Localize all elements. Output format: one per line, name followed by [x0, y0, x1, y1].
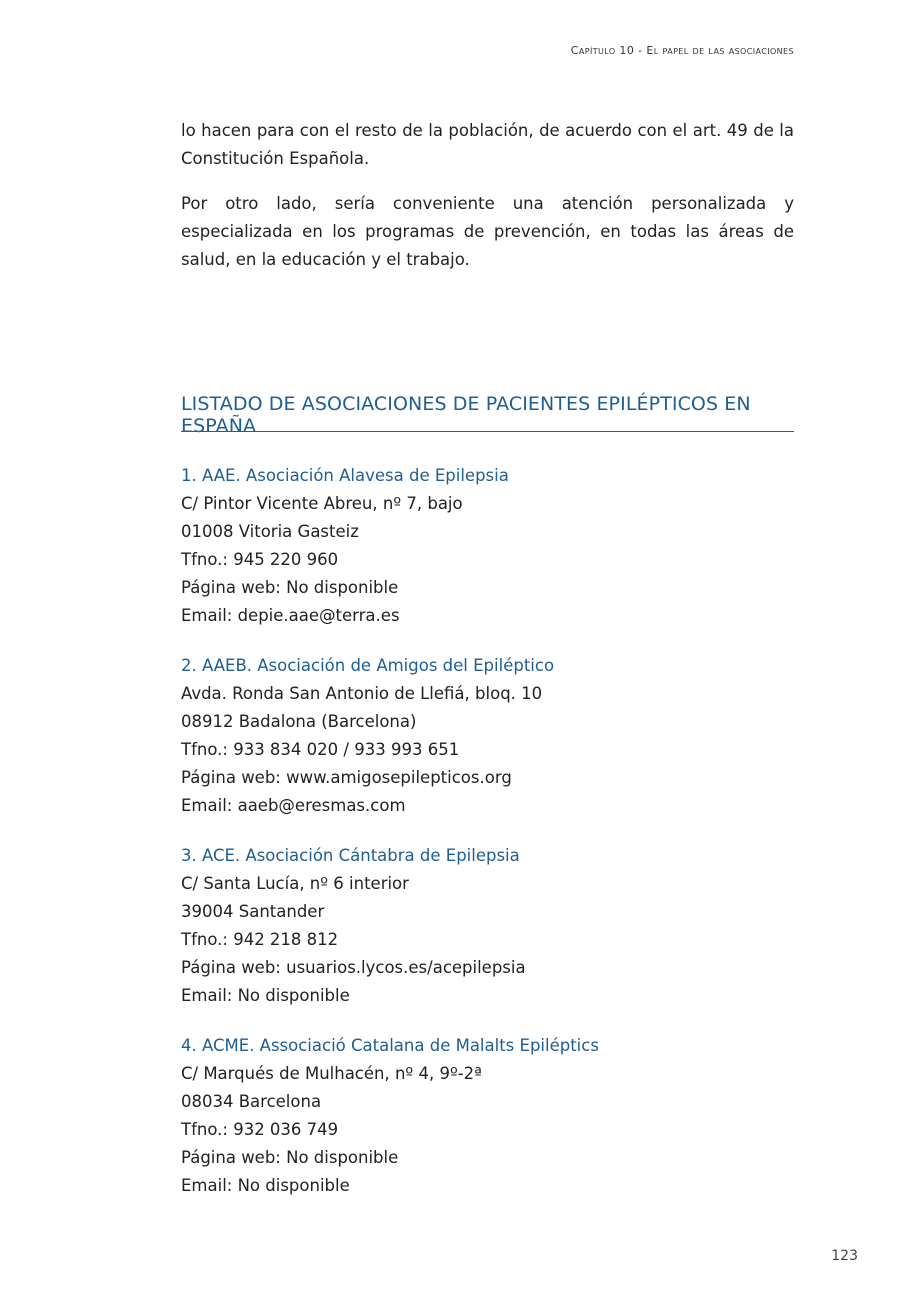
association-email: Email: depie.aae@terra.es [181, 606, 400, 625]
association-address: C/ Marqués de Mulhacén, nº 4, 9º-2ª [181, 1064, 482, 1083]
association-phone: Tfno.: 932 036 749 [181, 1120, 339, 1139]
association-web: Página web: usuarios.lycos.es/acepilepsia [181, 958, 526, 977]
association-name: 3. ACE. Asociación Cántabra de Epilepsia [181, 846, 520, 865]
association-address: C/ Santa Lucía, nº 6 interior [181, 874, 409, 893]
association-phone: Tfno.: 933 834 020 / 933 993 651 [181, 740, 460, 759]
association-email: Email: aaeb@eresmas.com [181, 796, 406, 815]
association-entry [181, 842, 794, 1010]
running-header: Capítulo 10 - El papel de las asociaciones [570, 44, 794, 57]
association-web: Página web: www.amigosepilepticos.org [181, 768, 512, 787]
association-entry [181, 652, 794, 820]
association-name: 4. ACME. Associació Catalana de Malalts Epiléptics [181, 1036, 599, 1055]
association-web: Página web: No disponible [181, 578, 399, 597]
association-web: Página web: No disponible [181, 1148, 399, 1167]
section-title: LISTADO DE ASOCIACIONES DE PACIENTES EPILÉPTICOS EN ESPAÑA [181, 393, 751, 437]
association-phone: Tfno.: 945 220 960 [181, 550, 339, 569]
association-city: 08034 Barcelona [181, 1092, 322, 1111]
section-divider [181, 431, 794, 432]
paragraph: Por otro lado, sería conveniente una atención personalizada y especializada en los programas de prevención, en todas las áreas de salud, en la educación y el trabajo. [181, 194, 794, 269]
association-email: Email: No disponible [181, 1176, 350, 1195]
association-phone: Tfno.: 942 218 812 [181, 930, 339, 949]
association-address: Avda. Ronda San Antonio de Llefiá, bloq. 10 [181, 684, 543, 703]
association-city: 01008 Vitoria Gasteiz [181, 522, 359, 541]
page-number: 123 [831, 1248, 858, 1264]
association-entry [181, 462, 794, 630]
association-list [181, 462, 794, 1222]
association-name: 2. AAEB. Asociación de Amigos del Epiléptico [181, 656, 555, 675]
association-address: C/ Pintor Vicente Abreu, nº 7, bajo [181, 494, 463, 513]
paragraph: lo hacen para con el resto de la población, de acuerdo con el art. 49 de la Constitución Española. [181, 121, 794, 168]
association-email: Email: No disponible [181, 986, 350, 1005]
association-city: 39004 Santander [181, 902, 325, 921]
association-entry [181, 1032, 794, 1200]
association-city: 08912 Badalona (Barcelona) [181, 712, 417, 731]
body-text [181, 117, 794, 291]
association-name: 1. AAE. Asociación Alavesa de Epilepsia [181, 466, 509, 485]
